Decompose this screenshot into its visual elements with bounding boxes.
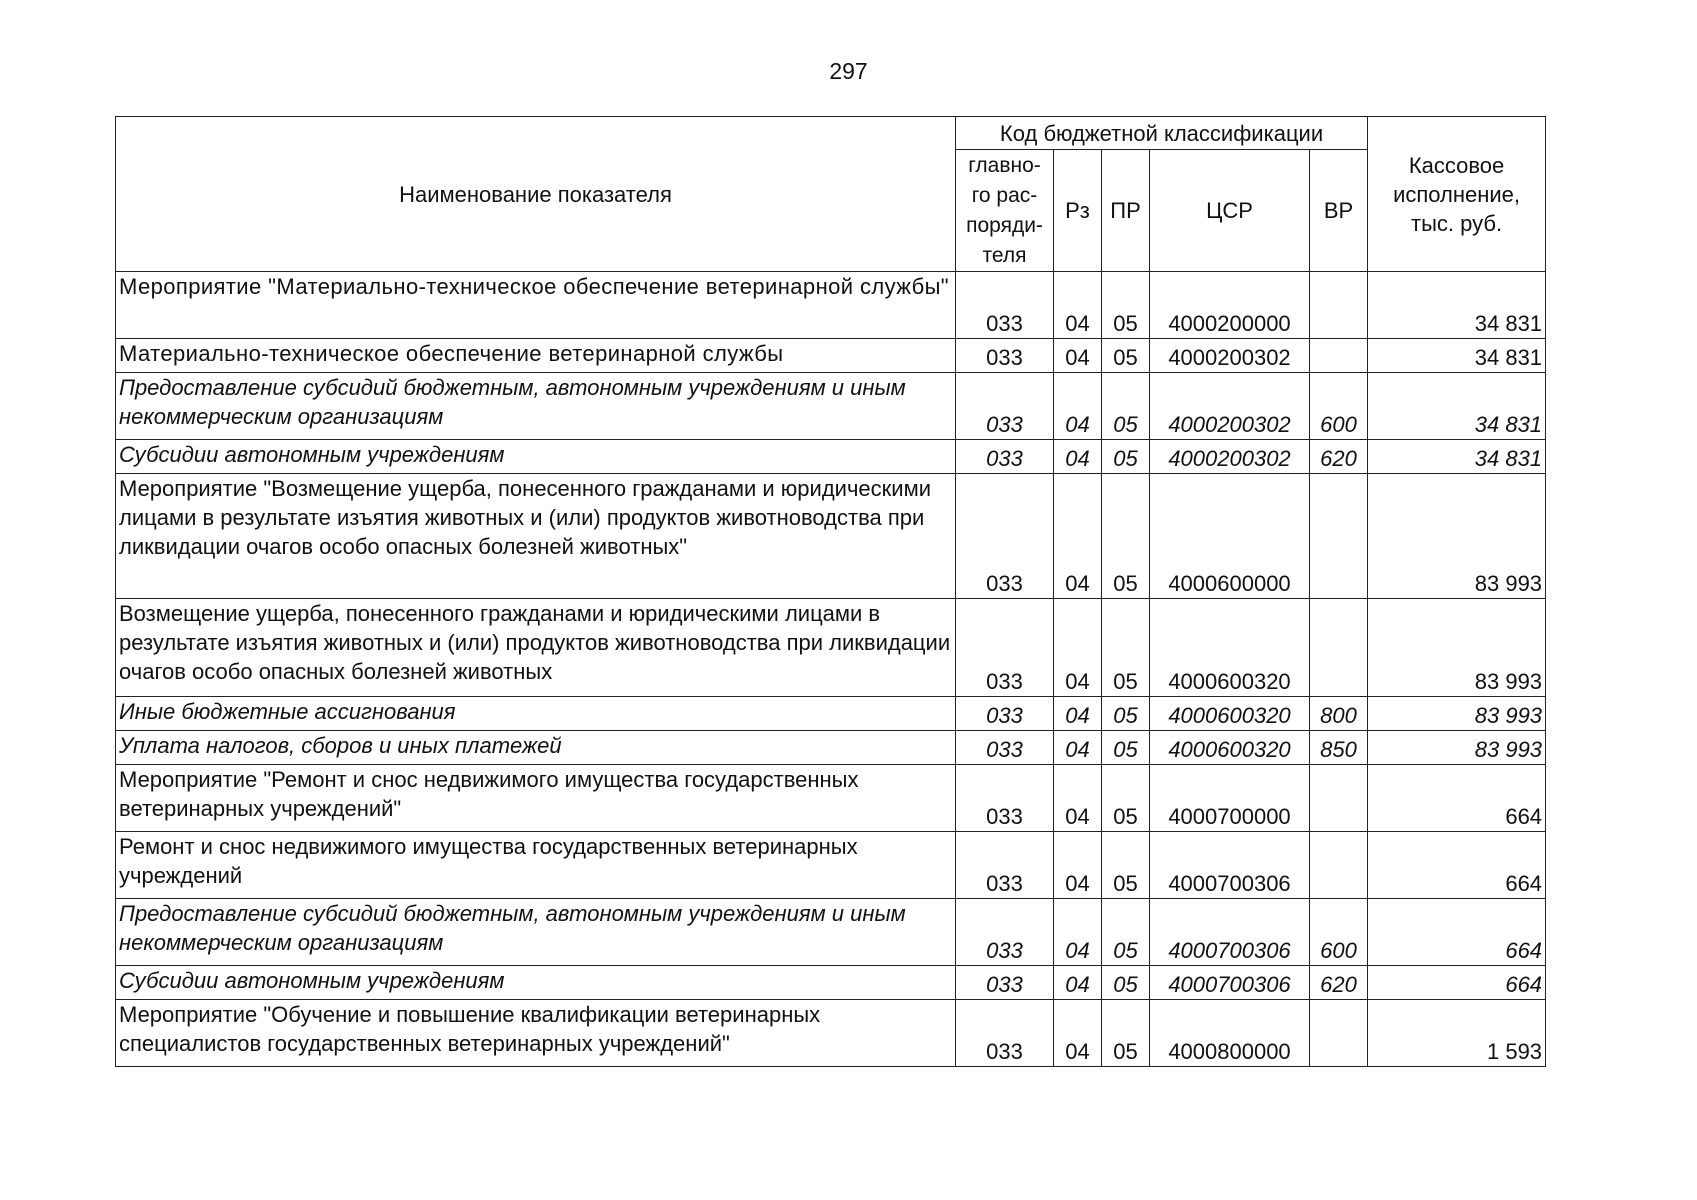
table-header [116, 117, 1546, 272]
cell-csr: 4000700306 [1150, 966, 1310, 1000]
cell-rz: 04 [1054, 832, 1102, 899]
row-name: Мероприятие "Материально-техническое обеспечение ветеринарной службы" [116, 272, 956, 339]
cell-glavn: 033 [956, 966, 1054, 1000]
row-name: Предоставление субсидий бюджетным, автономным учреждениям и иным некоммерческим организациям [116, 373, 956, 440]
budget-table [115, 116, 1546, 1067]
cell-pr: 05 [1102, 474, 1150, 599]
cell-glavn: 033 [956, 697, 1054, 731]
sum-header-line: исполнение, [1393, 181, 1521, 207]
cell-csr: 4000200302 [1150, 339, 1310, 373]
table-row [116, 339, 1546, 373]
cell-glavn: 033 [956, 599, 1054, 697]
table-row [116, 440, 1546, 474]
cell-sum: 34 831 [1368, 339, 1546, 373]
cell-vr [1310, 1000, 1368, 1067]
cell-vr [1310, 272, 1368, 339]
row-name: Мероприятие "Возмещение ущерба, понесенного гражданами и юридическими лицами в результате изъятия животных и (или) продуктов животноводства при ликвидации очагов особо опасных болезней животных" [116, 474, 956, 599]
cell-vr: 620 [1310, 966, 1368, 1000]
cell-rz: 04 [1054, 373, 1102, 440]
cell-rz: 04 [1054, 731, 1102, 765]
table-body [116, 272, 1546, 1067]
cell-pr: 05 [1102, 1000, 1150, 1067]
glavn-header-line: го рас- [971, 183, 1038, 207]
row-name: Возмещение ущерба, понесенного гражданами и юридическими лицами в результате изъятия животных и (или) продуктов животноводства при ликвидации очагов особо опасных болезней животных [116, 599, 956, 697]
glavn-header-line: поряди- [966, 213, 1043, 237]
table-row [116, 765, 1546, 832]
table-row [116, 731, 1546, 765]
cell-sum: 83 993 [1368, 731, 1546, 765]
cell-rz: 04 [1054, 966, 1102, 1000]
cell-csr: 4000200000 [1150, 272, 1310, 339]
cell-glavn: 033 [956, 731, 1054, 765]
cell-glavn: 033 [956, 899, 1054, 966]
cell-csr: 4000700306 [1150, 899, 1310, 966]
cell-sum: 83 993 [1368, 697, 1546, 731]
cell-vr: 620 [1310, 440, 1368, 474]
cell-sum: 83 993 [1368, 599, 1546, 697]
cell-glavn: 033 [956, 440, 1054, 474]
cell-vr: 850 [1310, 731, 1368, 765]
cell-csr: 4000600000 [1150, 474, 1310, 599]
cell-vr [1310, 765, 1368, 832]
cell-csr: 4000800000 [1150, 1000, 1310, 1067]
row-name: Материально-техническое обеспечение ветеринарной службы [116, 339, 956, 373]
table-row [116, 474, 1546, 599]
column-header-vr: ВР [1310, 150, 1368, 272]
table-row [116, 272, 1546, 339]
table-row [116, 899, 1546, 966]
row-name: Уплата налогов, сборов и иных платежей [116, 731, 956, 765]
row-name: Субсидии автономным учреждениям [116, 966, 956, 1000]
cell-rz: 04 [1054, 599, 1102, 697]
table-row [116, 697, 1546, 731]
cell-csr: 4000600320 [1150, 731, 1310, 765]
table-row [116, 599, 1546, 697]
cell-pr: 05 [1102, 899, 1150, 966]
table-row [116, 832, 1546, 899]
cell-vr: 600 [1310, 899, 1368, 966]
row-name: Мероприятие "Ремонт и снос недвижимого имущества государственных ветеринарных учреждений" [116, 765, 956, 832]
cell-csr: 4000600320 [1150, 599, 1310, 697]
cell-pr: 05 [1102, 440, 1150, 474]
cell-vr [1310, 832, 1368, 899]
column-header-name: Наименование показателя [116, 117, 956, 272]
row-name: Предоставление субсидий бюджетным, автономным учреждениям и иным некоммерческим организациям [116, 899, 956, 966]
cell-vr: 600 [1310, 373, 1368, 440]
cell-rz: 04 [1054, 899, 1102, 966]
cell-csr: 4000700306 [1150, 832, 1310, 899]
cell-glavn: 033 [956, 765, 1054, 832]
cell-rz: 04 [1054, 272, 1102, 339]
cell-glavn: 033 [956, 272, 1054, 339]
cell-sum: 34 831 [1368, 440, 1546, 474]
cell-sum: 34 831 [1368, 272, 1546, 339]
cell-glavn: 033 [956, 1000, 1054, 1067]
cell-glavn: 033 [956, 373, 1054, 440]
cell-rz: 04 [1054, 1000, 1102, 1067]
cell-vr [1310, 474, 1368, 599]
cell-pr: 05 [1102, 832, 1150, 899]
column-header-glavn [956, 150, 1054, 272]
column-header-csr: ЦСР [1150, 150, 1310, 272]
column-group-code: Код бюджетной классификации [956, 117, 1368, 150]
row-name: Субсидии автономным учреждениям [116, 440, 956, 474]
table-row [116, 1000, 1546, 1067]
cell-pr: 05 [1102, 966, 1150, 1000]
cell-rz: 04 [1054, 697, 1102, 731]
sum-header-line: тыс. руб. [1411, 210, 1503, 236]
cell-sum: 664 [1368, 899, 1546, 966]
cell-pr: 05 [1102, 697, 1150, 731]
row-name: Ремонт и снос недвижимого имущества государственных ветеринарных учреждений [116, 832, 956, 899]
cell-csr: 4000600320 [1150, 697, 1310, 731]
cell-pr: 05 [1102, 272, 1150, 339]
cell-vr: 800 [1310, 697, 1368, 731]
row-name: Мероприятие "Обучение и повышение квалификации ветеринарных специалистов государственных ветеринарных учреждений" [116, 1000, 956, 1067]
cell-pr: 05 [1102, 731, 1150, 765]
cell-sum: 664 [1368, 832, 1546, 899]
cell-vr [1310, 599, 1368, 697]
column-header-pr: ПР [1102, 150, 1150, 272]
cell-vr [1310, 339, 1368, 373]
cell-sum: 1 593 [1368, 1000, 1546, 1067]
cell-glavn: 033 [956, 474, 1054, 599]
column-header-rz: Рз [1054, 150, 1102, 272]
cell-rz: 04 [1054, 440, 1102, 474]
cell-rz: 04 [1054, 339, 1102, 373]
cell-glavn: 033 [956, 832, 1054, 899]
cell-pr: 05 [1102, 339, 1150, 373]
cell-sum: 34 831 [1368, 373, 1546, 440]
cell-csr: 4000200302 [1150, 373, 1310, 440]
table-row [116, 373, 1546, 440]
cell-csr: 4000200302 [1150, 440, 1310, 474]
cell-glavn: 033 [956, 339, 1054, 373]
cell-pr: 05 [1102, 373, 1150, 440]
cell-rz: 04 [1054, 765, 1102, 832]
cell-sum: 664 [1368, 966, 1546, 1000]
cell-csr: 4000700000 [1150, 765, 1310, 832]
sum-header-line: Кассовое [1408, 152, 1505, 178]
row-name: Иные бюджетные ассигнования [116, 697, 956, 731]
cell-pr: 05 [1102, 599, 1150, 697]
cell-sum: 83 993 [1368, 474, 1546, 599]
glavn-header-line: теля [982, 243, 1027, 267]
cell-pr: 05 [1102, 765, 1150, 832]
table-row [116, 966, 1546, 1000]
cell-sum: 664 [1368, 765, 1546, 832]
glavn-header-line: главно- [968, 153, 1041, 177]
cell-rz: 04 [1054, 474, 1102, 599]
page-number: 297 [829, 58, 868, 84]
column-header-sum [1368, 117, 1546, 272]
